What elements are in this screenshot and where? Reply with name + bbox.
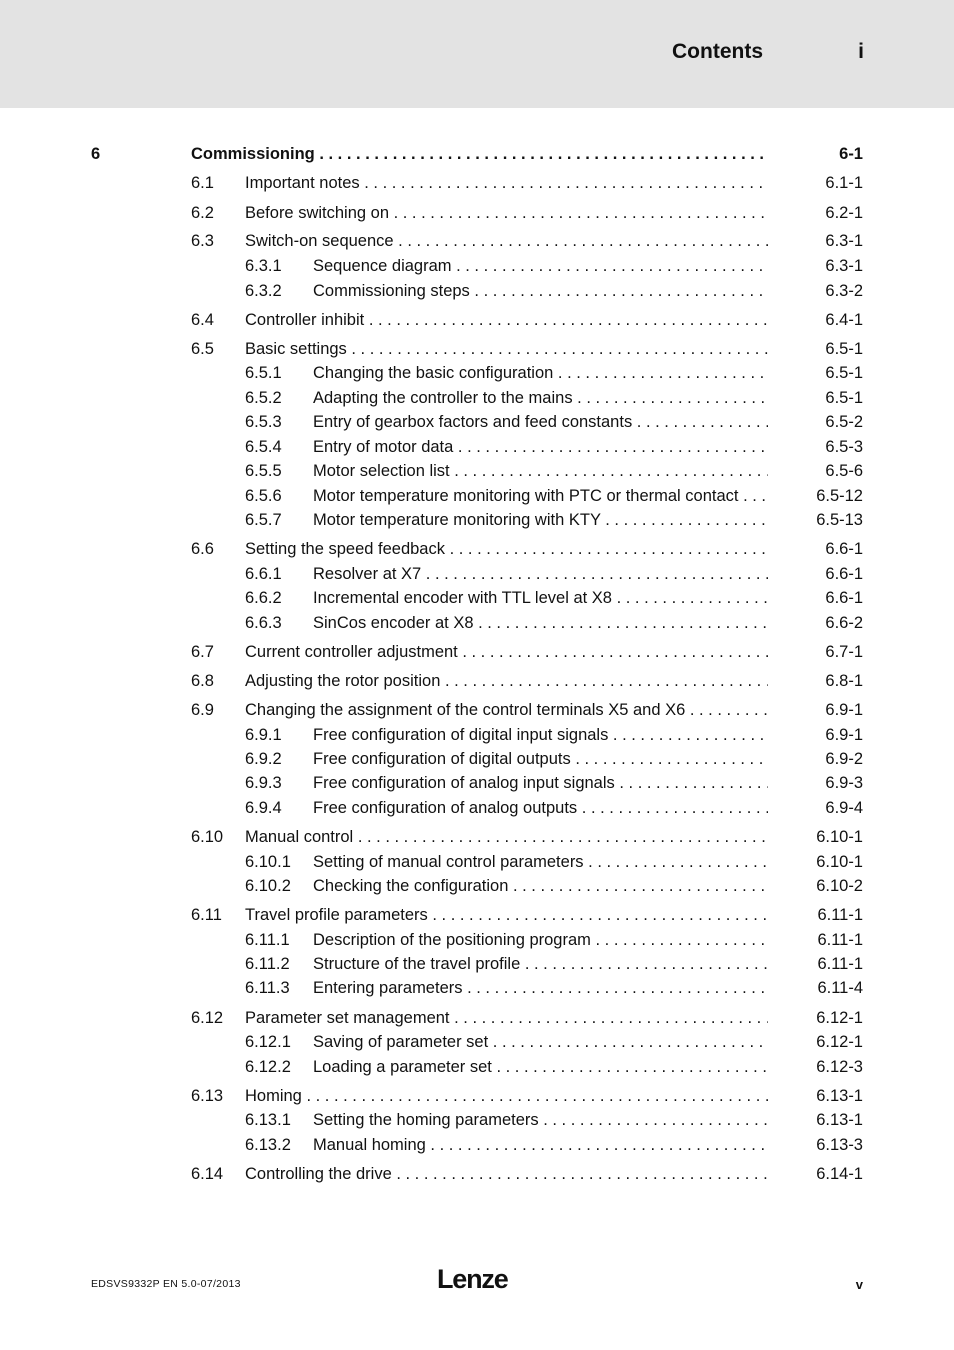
toc-entry-title: Manual homing . . .: [313, 1134, 768, 1156]
toc-entry-number: 6.5.5: [245, 462, 282, 480]
toc-entry-title: SinCos encoder at X8 . . .: [313, 612, 768, 634]
toc-entry[interactable]: [0, 538, 954, 560]
toc-entry-number: 6.9: [191, 701, 214, 719]
toc-entry-number: 6.9.3: [245, 774, 282, 792]
toc-entry-page: 6.11-4: [817, 979, 863, 997]
toc-entry-page: 6.7-1: [825, 643, 863, 661]
toc-entry-number: 6.9.2: [245, 750, 282, 768]
toc-entry-title: Loading a parameter set . . .: [313, 1056, 768, 1078]
toc-entry[interactable]: [0, 875, 954, 897]
toc-entry[interactable]: [0, 772, 954, 794]
toc-entry-page: 6.5-2: [825, 413, 863, 431]
toc-entry[interactable]: [0, 230, 954, 252]
toc-entry-title: Commissioning steps . . .: [313, 280, 768, 302]
toc-entry[interactable]: [0, 748, 954, 770]
toc-entry-number: 6.9.1: [245, 726, 282, 744]
toc-entry-title: Saving of parameter set . . .: [313, 1031, 768, 1053]
toc-entry-title: Changing the assignment of the control terminals X5 and X6 . . .: [245, 699, 768, 721]
toc-entry-title: Commissioning . . .: [191, 143, 768, 165]
toc-entry-page: 6.10-1: [816, 828, 863, 846]
toc-entry-page: 6.11-1: [817, 955, 863, 973]
toc-entry-number: 6.13.1: [245, 1111, 291, 1129]
toc-entry-page: 6.5-12: [816, 487, 863, 505]
toc-entry-number: 6.12: [191, 1009, 224, 1027]
toc-entry-title: Current controller adjustment . . .: [245, 641, 768, 663]
toc-entry-title: Entry of motor data . . .: [313, 436, 768, 458]
toc-entry[interactable]: [0, 202, 954, 224]
toc-entry-title: Free configuration of digital outputs . . .: [313, 748, 768, 770]
toc-entry[interactable]: [0, 387, 954, 409]
toc-entry-page: 6.1-1: [825, 174, 863, 192]
toc-entry[interactable]: [0, 1085, 954, 1107]
toc-entry-page: 6.12-3: [816, 1058, 863, 1076]
toc-entry-page: 6.8-1: [825, 672, 863, 690]
toc-entry-page: 6.5-1: [825, 340, 863, 358]
toc-entry-number: 6.3: [191, 232, 214, 250]
toc-entry-number: 6.14: [191, 1165, 224, 1183]
toc-entry-title: Controller inhibit . . .: [245, 309, 768, 331]
toc-entry-page: 6.6-1: [825, 589, 863, 607]
toc-entry-page: 6.10-1: [816, 853, 863, 871]
toc-entry[interactable]: [0, 1031, 954, 1053]
toc-entry-page: 6.13-3: [816, 1136, 863, 1154]
toc-entry-number: 6.5.6: [245, 487, 282, 505]
toc-entry-page: 6.6-1: [825, 565, 863, 583]
toc-entry[interactable]: [0, 953, 954, 975]
toc-entry-page: 6.3-2: [825, 282, 863, 300]
toc-entry-page: 6.9-1: [825, 701, 863, 719]
toc-entry[interactable]: [0, 255, 954, 277]
toc-entry-number: 6.5.1: [245, 364, 282, 382]
toc-entry-number: 6.5.4: [245, 438, 282, 456]
toc-entry-title: Motor temperature monitoring with PTC or thermal contact . . .: [313, 485, 768, 507]
toc-entry-number: 6.3.1: [245, 257, 282, 275]
toc-entry[interactable]: [0, 509, 954, 531]
toc-entry-page: 6.5-6: [825, 462, 863, 480]
toc-entry-page: 6.9-2: [825, 750, 863, 768]
chapter-label: i: [858, 40, 864, 63]
toc-entry-page: 6.4-1: [825, 311, 863, 329]
toc-entry-number: 6.11.3: [245, 979, 290, 997]
toc-entry[interactable]: [0, 563, 954, 585]
toc-entry-page: 6-1: [839, 145, 863, 163]
toc-entry-page: 6.3-1: [825, 232, 863, 250]
toc-entry-number: 6.13.2: [245, 1136, 291, 1154]
toc-entry[interactable]: [0, 724, 954, 746]
toc-entry-number: 6.6: [191, 540, 214, 558]
toc-entry-page: 6.5-13: [816, 511, 863, 529]
page-number: v: [855, 1277, 863, 1292]
toc-entry[interactable]: [0, 797, 954, 819]
toc-entry-title: Motor temperature monitoring with KTY . . .: [313, 509, 768, 531]
page-title: Contents: [672, 40, 763, 63]
toc-entry-number: 6.7: [191, 643, 214, 661]
toc-entry[interactable]: [0, 929, 954, 951]
toc-entry-number: 6.5.7: [245, 511, 282, 529]
toc-entry-page: 6.11-1: [817, 906, 863, 924]
toc-entry-page: 6.14-1: [816, 1165, 863, 1183]
toc-entry-page: 6.5-1: [825, 364, 863, 382]
toc-entry-title: Sequence diagram . . .: [313, 255, 768, 277]
toc-entry[interactable]: [0, 1134, 954, 1156]
toc-entry[interactable]: [0, 851, 954, 873]
toc-entry[interactable]: [0, 1007, 954, 1029]
toc-entry-title: Entering parameters . . .: [313, 977, 768, 999]
toc-entry-number: 6.5.2: [245, 389, 282, 407]
toc-entry-page: 6.9-1: [825, 726, 863, 744]
toc-entry-number: 6.1: [191, 174, 214, 192]
toc-entry-page: 6.12-1: [816, 1009, 863, 1027]
toc-entry[interactable]: [0, 436, 954, 458]
toc-entry-number: 6.2: [191, 204, 214, 222]
toc-entry-title: Important notes . . .: [245, 172, 768, 194]
toc-entry-page: 6.5-3: [825, 438, 863, 456]
toc-entry-number: 6.13: [191, 1087, 224, 1105]
toc-entry[interactable]: [0, 1056, 954, 1078]
toc-entry[interactable]: [0, 587, 954, 609]
toc-entry-page: 6.6-1: [825, 540, 863, 558]
toc-entry-title: Motor selection list . . .: [313, 460, 768, 482]
toc-entry-title: Basic settings . . .: [245, 338, 768, 360]
toc-entry-page: 6.3-1: [825, 257, 863, 275]
toc-entry-page: 6.11-1: [817, 931, 863, 949]
toc-entry-page: 6.13-1: [816, 1111, 863, 1129]
toc-entry-title: Structure of the travel profile . . .: [313, 953, 768, 975]
toc-entry[interactable]: [0, 338, 954, 360]
toc-entry-number: 6.5.3: [245, 413, 282, 431]
toc-entry[interactable]: [0, 1109, 954, 1131]
toc-entry-page: 6.13-1: [816, 1087, 863, 1105]
toc-entry-title: Free configuration of analog outputs . . .: [313, 797, 768, 819]
toc-entry-title: Controlling the drive . . .: [245, 1163, 768, 1185]
toc-entry-page: 6.6-2: [825, 614, 863, 632]
toc-entry-title: Setting the homing parameters . . .: [313, 1109, 768, 1131]
toc-entry-number: 6.3.2: [245, 282, 282, 300]
toc-entry-number: 6.11.2: [245, 955, 290, 973]
toc-entry-number: 6.10: [191, 828, 224, 846]
toc-entry-title: Checking the configuration . . .: [313, 875, 768, 897]
toc-entry-title: Entry of gearbox factors and feed constants . . .: [313, 411, 768, 433]
toc-entry-title: Switch-on sequence . . .: [245, 230, 768, 252]
toc-entry-title: Parameter set management . . .: [245, 1007, 768, 1029]
toc-entry-number: 6: [91, 145, 101, 163]
toc-entry-number: 6.8: [191, 672, 214, 690]
toc-entry-number: 6.6.2: [245, 589, 282, 607]
toc-entry-title: Resolver at X7 . . .: [313, 563, 768, 585]
toc-entry[interactable]: [0, 977, 954, 999]
toc-entry[interactable]: [0, 612, 954, 634]
toc-entry-number: 6.11: [191, 906, 222, 924]
toc-entry-title: Free configuration of analog input signals . . .: [313, 772, 768, 794]
document-id: EDSVS9332P EN 5.0-07/2013: [91, 1278, 241, 1290]
toc-entry-page: 6.10-2: [816, 877, 863, 895]
lenze-logo: Lenze: [437, 1264, 508, 1294]
toc-entry-number: 6.6.3: [245, 614, 282, 632]
toc-entry[interactable]: [0, 699, 954, 721]
toc-entry[interactable]: [0, 670, 954, 692]
toc-entry[interactable]: [0, 309, 954, 331]
toc-entry[interactable]: [0, 1163, 954, 1185]
toc-entry-title: Setting of manual control parameters . . .: [313, 851, 768, 873]
toc-entry[interactable]: [0, 362, 954, 384]
toc-entry-title: Setting the speed feedback . . .: [245, 538, 768, 560]
toc-entry-title: Homing . . .: [245, 1085, 768, 1107]
toc-entry[interactable]: [0, 460, 954, 482]
toc-entry-number: 6.12.1: [245, 1033, 291, 1051]
toc-entry[interactable]: [0, 280, 954, 302]
toc-entry-number: 6.10.2: [245, 877, 291, 895]
toc-entry-page: 6.2-1: [825, 204, 863, 222]
toc-entry[interactable]: [0, 172, 954, 194]
toc-entry-page: 6.9-3: [825, 774, 863, 792]
toc-entry-title: Description of the positioning program . . .: [313, 929, 768, 951]
toc-entry[interactable]: [0, 485, 954, 507]
toc-entry-number: 6.11.1: [245, 931, 290, 949]
toc-entry[interactable]: [0, 143, 954, 165]
toc-entry-page: 6.9-4: [825, 799, 863, 817]
toc-entry[interactable]: [0, 904, 954, 926]
toc-entry-title: Adapting the controller to the mains . . .: [313, 387, 768, 409]
toc-entry-title: Before switching on . . .: [245, 202, 768, 224]
toc-entry-number: 6.12.2: [245, 1058, 291, 1076]
toc-entry-title: Changing the basic configuration . . .: [313, 362, 768, 384]
toc-entry-number: 6.4: [191, 311, 214, 329]
toc-entry-number: 6.5: [191, 340, 214, 358]
toc-entry[interactable]: [0, 641, 954, 663]
toc-entry-page: 6.12-1: [816, 1033, 863, 1051]
toc-entry-title: Incremental encoder with TTL level at X8 . . .: [313, 587, 768, 609]
toc-entry-title: Free configuration of digital input signals . . .: [313, 724, 768, 746]
toc-entry-title: Adjusting the rotor position . . .: [245, 670, 768, 692]
toc-entry-title: Travel profile parameters . . .: [245, 904, 768, 926]
toc-entry[interactable]: [0, 411, 954, 433]
toc-entry-number: 6.9.4: [245, 799, 282, 817]
toc-entry-page: 6.5-1: [825, 389, 863, 407]
toc-entry-number: 6.10.1: [245, 853, 291, 871]
toc-entry[interactable]: [0, 826, 954, 848]
toc-entry-number: 6.6.1: [245, 565, 282, 583]
toc-entry-title: Manual control . . .: [245, 826, 768, 848]
